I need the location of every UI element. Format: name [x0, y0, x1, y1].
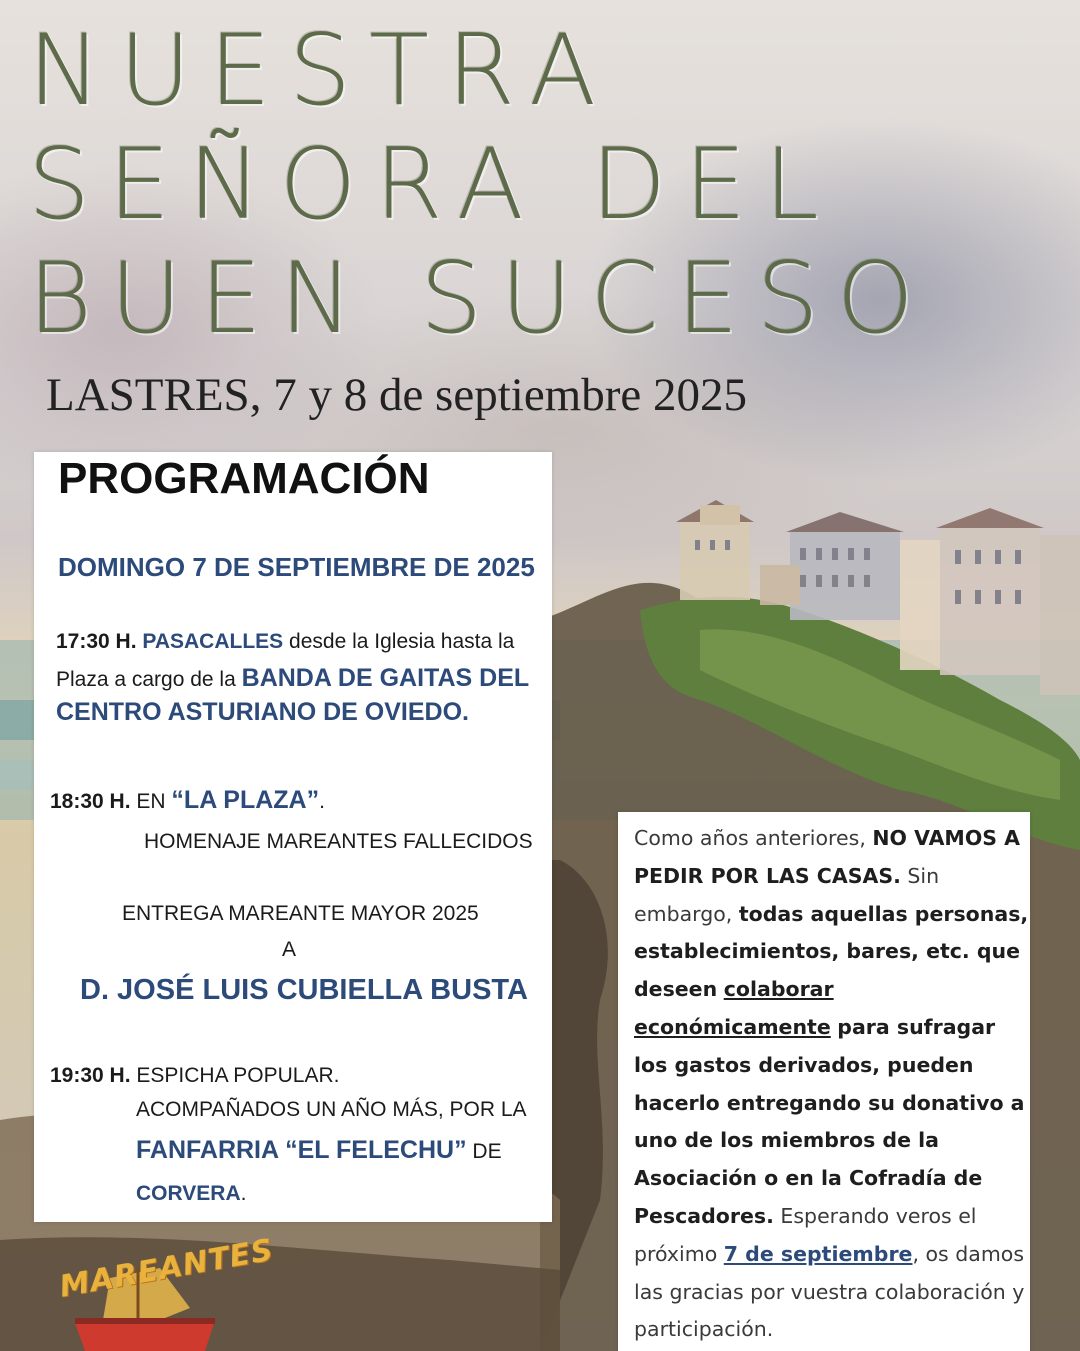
- title-line-3: BUEN SUCESO: [28, 242, 932, 356]
- note-p8: 7 de septiembre: [723, 1241, 913, 1266]
- donation-note: [618, 812, 1030, 1351]
- event-3-de: DE: [472, 1140, 502, 1163]
- mareantes-logo: [40, 1228, 290, 1351]
- logo-text: MAREANTES: [56, 1232, 277, 1305]
- event-2-to: A: [282, 938, 297, 961]
- event-1-text-b: Plaza a cargo de la: [56, 668, 236, 691]
- location-date: LASTRES, 7 y 8 de septiembre 2025: [46, 369, 748, 421]
- event-2-line-1: [50, 786, 325, 815]
- event-3-group: FANFARRIA “EL FELECHU”: [136, 1136, 467, 1164]
- event-1-text-a: desde la Iglesia hasta la: [289, 630, 515, 653]
- event-3-name: ESPICHA POPULAR.: [136, 1064, 340, 1087]
- event-1-line-2: [56, 664, 529, 693]
- note-p7: Esperando veros el próximo: [634, 1203, 977, 1266]
- donation-text: [634, 820, 1029, 1349]
- event-3-town-dot: .: [240, 1182, 247, 1205]
- note-p9: , os damos las gracias por vuestra colaboración y participación.: [634, 1241, 1025, 1342]
- event-2-time: 18:30 H.: [50, 790, 131, 813]
- event-1-name: PASACALLES: [142, 630, 284, 653]
- note-p2: NO VAMOS A PEDIR POR LAS CASAS.: [634, 826, 1021, 888]
- event-1-line-1: [56, 630, 514, 654]
- event-3-line-3: [136, 1136, 502, 1165]
- event-1-line-3: [56, 698, 469, 727]
- event-2-person: D. JOSÉ LUIS CUBIELLA BUSTA: [80, 974, 528, 1006]
- note-p5: colaborar económicamente: [634, 977, 834, 1039]
- program-heading: PROGRAMACIÓN: [58, 454, 430, 503]
- event-3-accompany: ACOMPAÑADOS UN AÑO MÁS, POR LA: [136, 1098, 527, 1121]
- note-p6: para sufragar los gastos derivados, pueden hacerlo entregando su donativo a uno de los miembros de la Asociación o en la Cofradía de Pescadores.: [634, 1014, 1025, 1228]
- event-1-time: 17:30 H.: [56, 630, 137, 653]
- event-3-time: 19:30 H.: [50, 1064, 131, 1087]
- program-panel: [34, 452, 552, 1222]
- event-3-line-4: [136, 1182, 246, 1206]
- event-1-band-a: BANDA DE GAITAS DEL: [241, 664, 530, 692]
- event-2-pre: EN: [136, 790, 166, 813]
- title-line-1: NUESTRA: [28, 14, 615, 128]
- event-2-tribute: HOMENAJE MAREANTES FALLECIDOS: [144, 830, 533, 853]
- program-day: DOMINGO 7 DE SEPTIEMBRE DE 2025: [58, 552, 535, 582]
- event-3-town: CORVERA: [136, 1182, 241, 1205]
- event-1-band-b: CENTRO ASTURIANO DE OVIEDO.: [56, 698, 469, 726]
- festival-title: [28, 14, 932, 356]
- event-2-place: “LA PLAZA”: [171, 786, 320, 814]
- note-p3: Sin embargo,: [634, 863, 940, 926]
- event-3-line-1: [50, 1064, 339, 1088]
- note-p1: Como años anteriores,: [634, 826, 866, 850]
- title-line-2: SEÑORA DEL: [28, 128, 837, 242]
- event-2-award: ENTREGA MAREANTE MAYOR 2025: [122, 902, 479, 925]
- event-2-post: .: [319, 790, 325, 813]
- note-p4: todas aquellas personas, establecimientos, bares, etc. que deseen: [634, 901, 1029, 1002]
